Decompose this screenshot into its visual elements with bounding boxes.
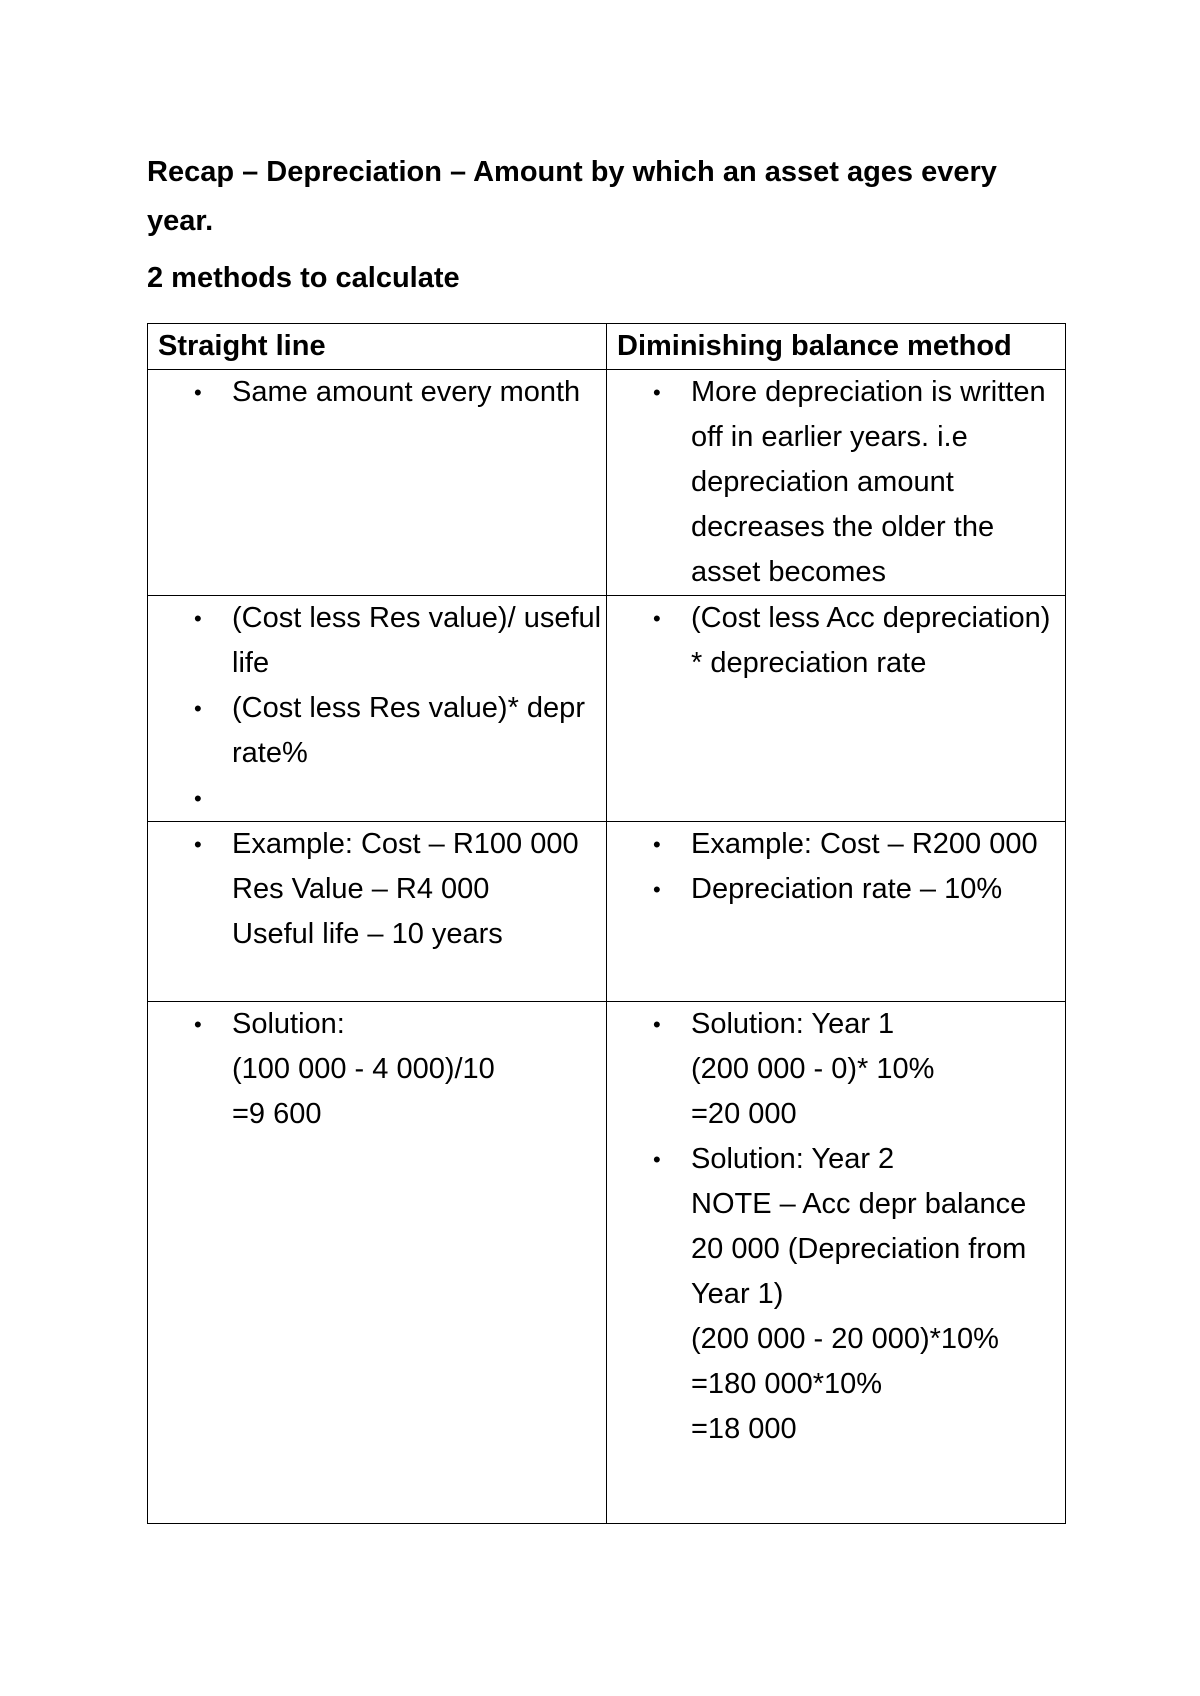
bullet-list — [607, 596, 1065, 686]
list-item: • More depreciation is written off in earlier years. i.e depreciation amount decreases the older the asset becomes — [607, 370, 1065, 595]
straight-line-cell — [148, 822, 607, 1002]
bullet-icon: • — [194, 696, 202, 721]
list-item: • Solution: Year 2 NOTE – Acc depr balance 20 000 (Depreciation from Year 1) (200 000 - 20 000)*10% =180 000*10% =18 000 — [607, 1137, 1065, 1452]
list-item: • Example: Cost – R100 000 Res Value – R4 000 Useful life – 10 years — [148, 822, 606, 957]
list-item: • Solution: Year 1 (200 000 - 0)* 10% =20 000 — [607, 1002, 1065, 1137]
header-diminishing-balance: Diminishing balance method — [607, 324, 1066, 370]
list-item: • (Cost less Acc depreciation) * depreciation rate — [607, 596, 1065, 686]
bullet-icon: • — [653, 1012, 661, 1037]
bullet-icon: • — [653, 380, 661, 405]
list-item: • Depreciation rate – 10% — [607, 867, 1065, 912]
list-item: • Example: Cost – R200 000 — [607, 822, 1065, 867]
bullet-icon: • — [194, 1012, 202, 1037]
bullet-icon: • — [653, 606, 661, 631]
depreciation-methods-table — [147, 323, 1066, 1524]
diminishing-balance-cell — [607, 1002, 1066, 1524]
list-item: • (Cost less Res value)* depr rate% — [148, 686, 606, 776]
page-subheading: 2 methods to calculate — [147, 262, 460, 294]
diminishing-balance-cell — [607, 370, 1066, 596]
bullet-list — [607, 822, 1065, 912]
bullet-list — [607, 1002, 1065, 1452]
bullet-list — [148, 596, 606, 821]
bullet-icon: • — [653, 1147, 661, 1172]
bullet-icon: • — [194, 786, 202, 811]
header-straight-line: Straight line — [148, 324, 607, 370]
table-row — [148, 822, 1066, 1002]
diminishing-balance-cell — [607, 596, 1066, 822]
table-row — [148, 1002, 1066, 1524]
bullet-list — [148, 1002, 606, 1137]
list-item — [148, 776, 606, 821]
table-row — [148, 596, 1066, 822]
bullet-list — [148, 370, 606, 415]
straight-line-cell — [148, 596, 607, 822]
table-header-row — [148, 324, 1066, 370]
bullet-icon: • — [194, 606, 202, 631]
list-item: • (Cost less Res value)/ useful life — [148, 596, 606, 686]
bullet-icon: • — [653, 832, 661, 857]
bullet-list — [607, 370, 1065, 595]
diminishing-balance-cell — [607, 822, 1066, 1002]
bullet-icon: • — [653, 877, 661, 902]
bullet-list — [148, 822, 606, 957]
list-item: • Same amount every month — [148, 370, 606, 415]
straight-line-cell — [148, 1002, 607, 1524]
bullet-icon: • — [194, 380, 202, 405]
bullet-icon: • — [194, 832, 202, 857]
straight-line-cell — [148, 370, 607, 596]
table-row — [148, 370, 1066, 596]
list-item: • Solution: (100 000 - 4 000)/10 =9 600 — [148, 1002, 606, 1137]
page-heading: Recap – Depreciation – Amount by which an asset ages every year. — [147, 156, 997, 237]
